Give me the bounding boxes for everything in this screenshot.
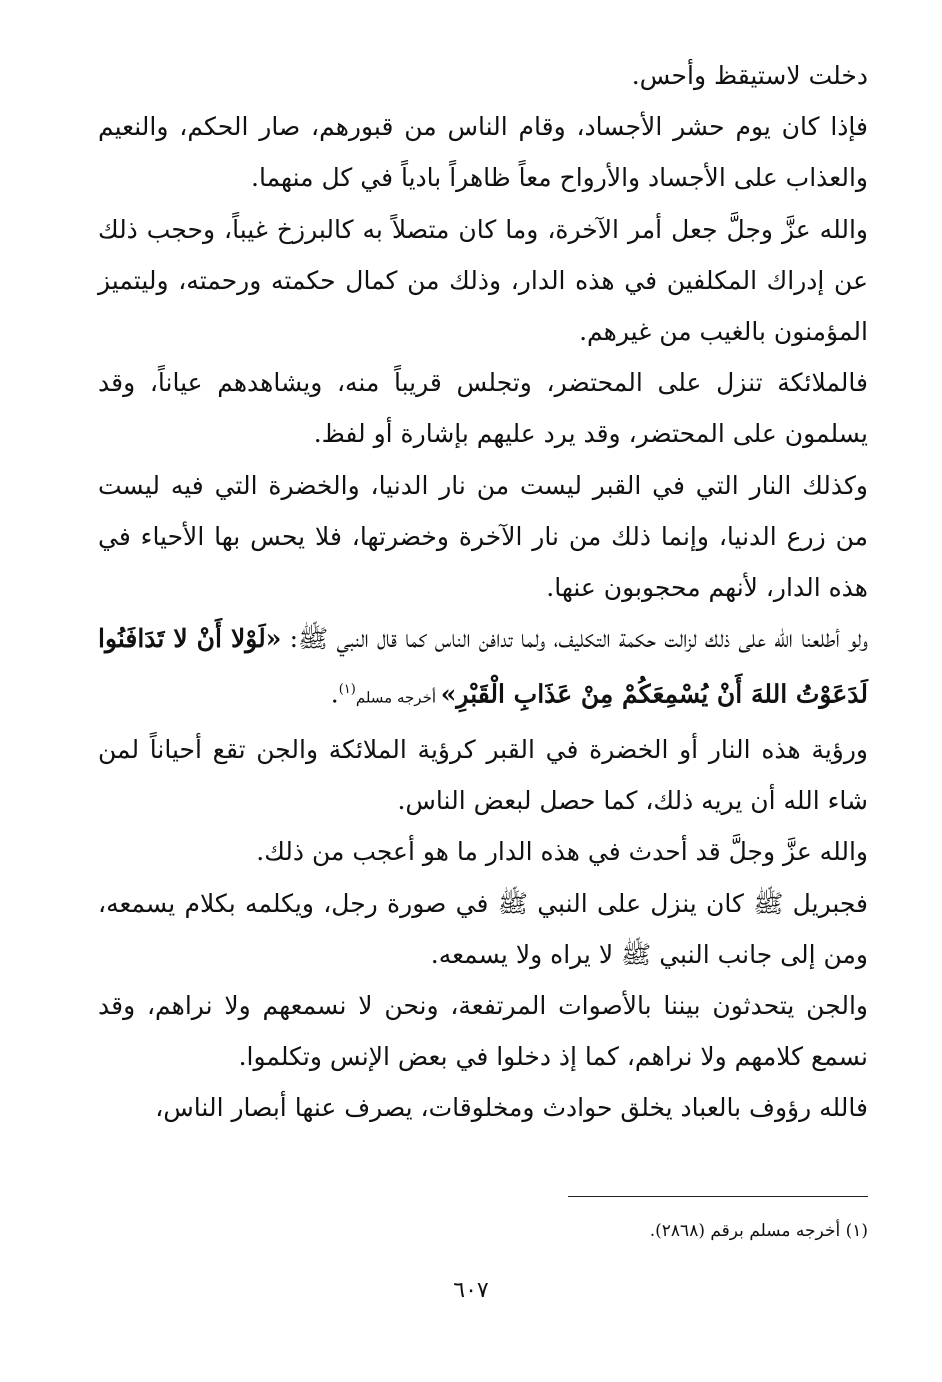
paragraph: دخلت لاستيقظ وأحس. xyxy=(631,61,868,90)
footnote-marker[interactable]: (١) xyxy=(338,682,356,698)
hadith-end: . xyxy=(330,679,339,709)
paragraph: فجبريل ﷺ كان ينزل على النبي ﷺ في صورة رجل، ويكلمه بكلام يسمعه، ومن إلى جانب النبي ﷺ لا يراه ولا يسمعه. xyxy=(98,888,868,969)
footnote: (١) أخرجه مسلم برقم (٢٨٦٨). xyxy=(649,1221,868,1241)
paragraph: فإذا كان يوم حشر الأجساد، وقام الناس من قبورهم، صار الحكم، والنعيم والعذاب على الأجساد والأرواح معاً ظاهراً بادياً في كل منهما. xyxy=(98,112,868,193)
paragraph: والجن يتحدثون بيننا بالأصوات المرتفعة، ونحن لا نسمعهم ولا نراهم، وقد نسمع كلامهم ولا نراهم، كما إذ دخلوا في بعض الإنس وتكلموا. xyxy=(98,990,868,1072)
paragraph: ورؤية هذه النار أو الخضرة في القبر كرؤية الملائكة والجن تقع أحياناً لمن شاء الله أن يريه ذلك، كما حصل لبعض الناس. xyxy=(98,734,868,816)
hadith-paragraph xyxy=(98,613,868,724)
hadith-quote: «لَوْلا أَنْ لا تَدَافَنُوا لَدَعَوْتُ اللهَ أَنْ يُسْمِعَكُمْ مِنْ عَذَابِ الْقَبْرِ» xyxy=(98,624,868,709)
hadith-citation: أخرجه مسلم xyxy=(355,688,441,707)
paragraph: والله عزَّ وجلَّ قد أحدث في هذه الدار ما هو أعجب من ذلك. xyxy=(256,837,868,867)
main-text xyxy=(98,50,868,1134)
paragraph: وكذلك النار التي في القبر ليست من نار الدنيا، والخضرة التي فيه ليست من زرع الدنيا، وإنما ذلك من نار الآخرة وخضرتها، فلا يحس بها الأحياء في هذه الدار، لأنهم محجوبون عنها. xyxy=(98,470,868,603)
footnote-divider xyxy=(568,1196,868,1197)
hadith-lead: ولو أطلعنا الله على ذلك لزالت حكمة التكليف، ولما تدافن الناس كما قال النبي ﷺ: xyxy=(281,624,868,654)
paragraph: فالملائكة تنزل على المحتضر، وتجلس قريباً منه، ويشاهدهم عياناً، وقد يسلمون على المحتضر، وقد يرد عليهم بإشارة أو لفظ. xyxy=(98,368,868,449)
page-number: ٦٠٧ xyxy=(453,1278,489,1303)
paragraph: فالله رؤوف بالعباد يخلق حوادث ومخلوقات، يصرف عنها أبصار الناس، xyxy=(155,1093,868,1123)
paragraph: والله عزَّ وجلَّ جعل أمر الآخرة، وما كان متصلاً به كالبرزخ غيباً، وحجب ذلك عن إدراك المكلفين في هذه الدار، وذلك من كمال حكمته ورحمته، وليتميز المؤمنون بالغيب من غيرهم. xyxy=(98,214,868,347)
